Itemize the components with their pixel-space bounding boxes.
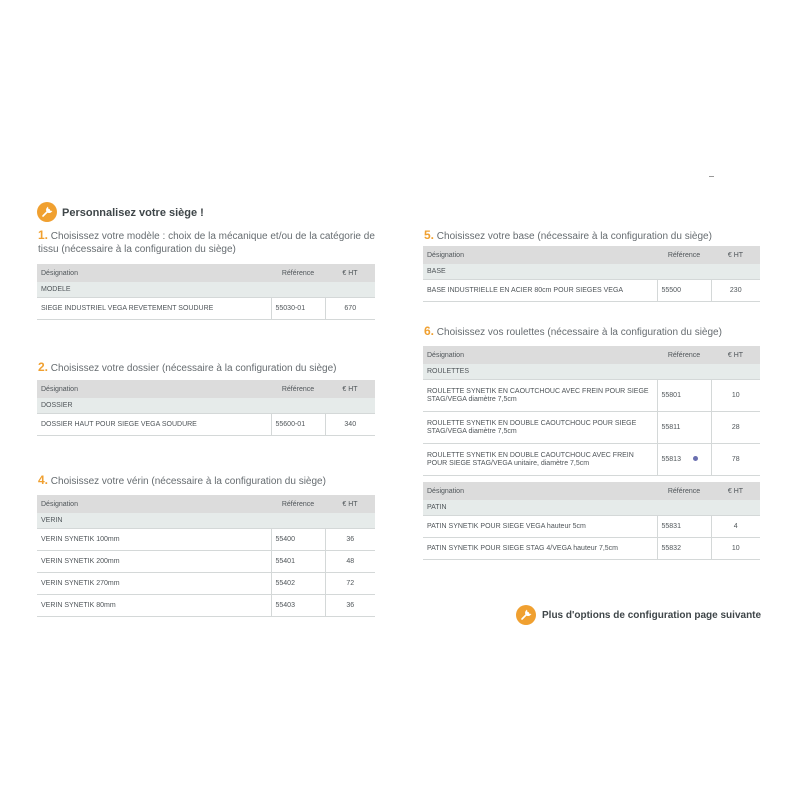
table-dossier xyxy=(37,380,375,436)
designation-cell: ROULETTE SYNETIK EN DOUBLE CAOUTCHOUC AVEC FREIN POUR SIEGE STAG/VEGA unitaire, diamètre 7,5cm xyxy=(423,444,657,476)
col-designation: Désignation xyxy=(37,495,271,513)
reference-cell: 55500 xyxy=(657,280,711,302)
reference-value: 55813 xyxy=(661,455,681,463)
section-2-heading xyxy=(38,361,378,375)
col-price: € HT xyxy=(325,264,375,282)
table-row xyxy=(37,529,375,551)
price-cell: 48 xyxy=(325,551,375,573)
table-header-row xyxy=(37,495,375,513)
designation-cell: DOSSIER HAUT POUR SIEGE VEGA SOUDURE xyxy=(37,414,271,436)
section-4-heading xyxy=(38,474,378,488)
wrench-icon xyxy=(516,605,536,625)
price-cell: 72 xyxy=(325,573,375,595)
col-reference: Référence xyxy=(657,482,711,500)
section-number: 4. xyxy=(38,473,49,487)
reference-cell xyxy=(657,444,711,476)
table-roulettes xyxy=(423,346,760,476)
reference-cell: 55401 xyxy=(271,551,325,573)
page-title: Personnalisez votre siège ! xyxy=(62,207,204,219)
col-price: € HT xyxy=(325,495,375,513)
col-designation: Désignation xyxy=(423,346,657,364)
reference-cell: 55400 xyxy=(271,529,325,551)
reference-cell: 55811 xyxy=(657,412,711,444)
table-row xyxy=(37,595,375,617)
price-cell: 36 xyxy=(325,595,375,617)
price-cell: 230 xyxy=(711,280,760,302)
col-designation: Désignation xyxy=(37,380,271,398)
section-5-heading xyxy=(424,229,764,243)
category-label: ROULETTES xyxy=(423,364,760,380)
next-page-note: Plus d'options de configuration page suivante xyxy=(542,610,762,621)
table-row xyxy=(37,414,375,436)
price-cell: 28 xyxy=(711,412,760,444)
table-row xyxy=(423,516,760,538)
section-text: Choisissez votre modèle : choix de la mécanique et/ou de la catégorie de tissu (nécessaire à la configuration du siège) xyxy=(38,231,375,255)
table-row xyxy=(423,412,760,444)
section-1-heading xyxy=(38,229,378,256)
col-reference: Référence xyxy=(271,495,325,513)
designation-cell: ROULETTE SYNETIK EN CAOUTCHOUC AVEC FREIN POUR SIEGE STAG/VEGA diamètre 7,5cm xyxy=(423,380,657,412)
table-header-row xyxy=(423,346,760,364)
col-price: € HT xyxy=(325,380,375,398)
price-cell: 4 xyxy=(711,516,760,538)
price-cell: 36 xyxy=(325,529,375,551)
table-header-row xyxy=(37,380,375,398)
section-number: 6. xyxy=(424,324,435,338)
col-price: € HT xyxy=(711,246,760,264)
col-price: € HT xyxy=(711,482,760,500)
col-designation: Désignation xyxy=(423,482,657,500)
table-header-row xyxy=(423,246,760,264)
price-cell: 78 xyxy=(711,444,760,476)
category-label: BASE xyxy=(423,264,760,280)
table-header-row xyxy=(37,264,375,282)
col-reference: Référence xyxy=(657,246,711,264)
table-row xyxy=(423,380,760,412)
table-row xyxy=(423,280,760,302)
reference-cell: 55402 xyxy=(271,573,325,595)
designation-cell: PATIN SYNETIK POUR SIEGE STAG 4/VEGA hauteur 7,5cm xyxy=(423,538,657,560)
table-row xyxy=(37,573,375,595)
reference-cell: 55831 xyxy=(657,516,711,538)
col-price: € HT xyxy=(711,346,760,364)
section-text: Choisissez votre base (nécessaire à la configuration du siège) xyxy=(436,231,712,242)
category-label: PATIN xyxy=(423,500,760,516)
designation-cell: BASE INDUSTRIELLE EN ACIER 80cm POUR SIEGES VEGA xyxy=(423,280,657,302)
reference-cell: 55600-01 xyxy=(271,414,325,436)
category-label: MODELE xyxy=(37,282,375,298)
reference-cell: 55030-01 xyxy=(271,298,325,320)
category-label: DOSSIER xyxy=(37,398,375,414)
category-label: VERIN xyxy=(37,513,375,529)
price-cell: 670 xyxy=(325,298,375,320)
section-text: Choisissez votre vérin (nécessaire à la configuration du siège) xyxy=(50,476,326,487)
reference-cell: 55403 xyxy=(271,595,325,617)
price-cell: 340 xyxy=(325,414,375,436)
table-row xyxy=(37,551,375,573)
col-reference: Référence xyxy=(271,380,325,398)
section-6-heading xyxy=(424,325,764,339)
table-row xyxy=(423,538,760,560)
price-cell: 10 xyxy=(711,380,760,412)
designation-cell: ROULETTE SYNETIK EN DOUBLE CAOUTCHOUC POUR SIEGE STAG/VEGA diamètre 7,5cm xyxy=(423,412,657,444)
page-mark xyxy=(709,176,714,177)
price-cell: 10 xyxy=(711,538,760,560)
section-text: Choisissez votre dossier (nécessaire à la configuration du siège) xyxy=(50,363,337,374)
section-number: 2. xyxy=(38,360,49,374)
table-row xyxy=(423,444,760,476)
bullet-dot-icon xyxy=(693,456,698,461)
section-number: 1. xyxy=(38,228,49,242)
table-row xyxy=(37,298,375,320)
designation-cell: VERIN SYNETIK 80mm xyxy=(37,595,271,617)
designation-cell: VERIN SYNETIK 100mm xyxy=(37,529,271,551)
wrench-icon xyxy=(37,202,57,222)
table-modele xyxy=(37,264,375,320)
reference-cell: 55832 xyxy=(657,538,711,560)
designation-cell: VERIN SYNETIK 200mm xyxy=(37,551,271,573)
section-text: Choisissez vos roulettes (nécessaire à la configuration du siège) xyxy=(436,327,722,338)
table-patin xyxy=(423,482,760,560)
col-designation: Désignation xyxy=(423,246,657,264)
table-base xyxy=(423,246,760,302)
table-verin xyxy=(37,495,375,617)
reference-cell: 55801 xyxy=(657,380,711,412)
table-header-row xyxy=(423,482,760,500)
designation-cell: VERIN SYNETIK 270mm xyxy=(37,573,271,595)
col-designation: Désignation xyxy=(37,264,271,282)
section-number: 5. xyxy=(424,228,435,242)
col-reference: Référence xyxy=(657,346,711,364)
col-reference: Référence xyxy=(271,264,325,282)
designation-cell: PATIN SYNETIK POUR SIEGE VEGA hauteur 5cm xyxy=(423,516,657,538)
designation-cell: SIEGE INDUSTRIEL VEGA REVETEMENT SOUDURE xyxy=(37,298,271,320)
